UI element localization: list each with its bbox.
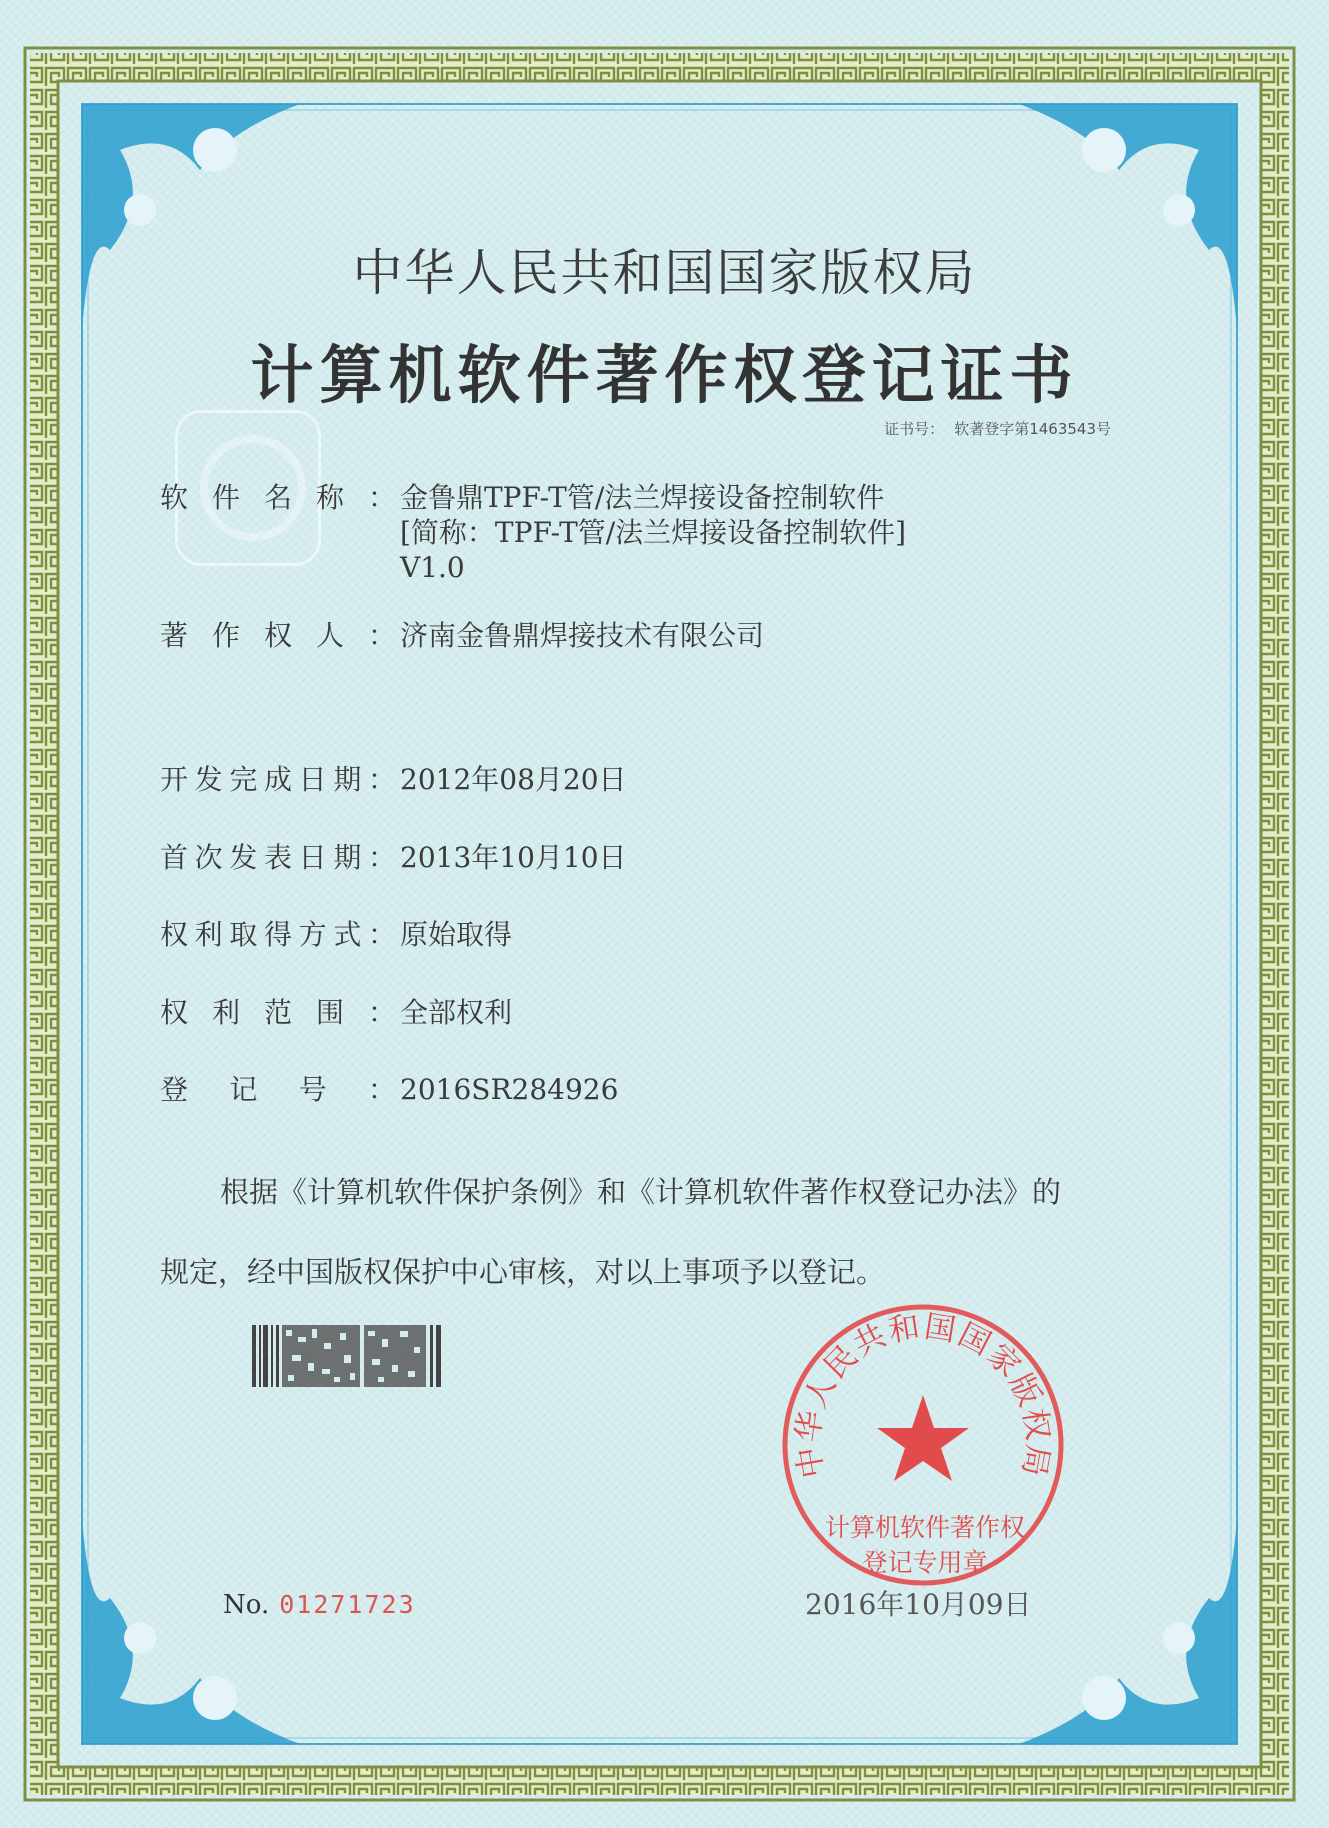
field-software-name [160, 480, 906, 585]
field-label: 开发完成日期： [160, 763, 396, 796]
field-development-date [160, 762, 627, 797]
barcode-image [252, 1325, 442, 1387]
serial-value: 01271723 [279, 1590, 416, 1619]
seal-line-2: 登记专用章 [862, 1548, 988, 1577]
field-acquisition-method [160, 917, 512, 952]
field-value: 2013年10月10日 [400, 841, 627, 874]
field-rights-scope [160, 995, 512, 1030]
certificate-number [884, 418, 1111, 439]
issuing-authority: 中华人民共和国国家版权局 [352, 244, 977, 302]
field-value: 2016SR284926 [400, 1073, 619, 1106]
seal-ring-text: 中华人民共和国国家版权局 [789, 1308, 1057, 1481]
field-first-publish-date [160, 840, 627, 875]
serial-prefix: No. [223, 1590, 270, 1620]
field-copyright-owner [160, 618, 764, 653]
field-value: V1.0 [400, 551, 465, 584]
field-label: 首次发表日期： [160, 841, 396, 874]
field-value: [简称：TPF-T管/法兰焊接设备控制软件] [400, 516, 907, 549]
seal-line-1: 计算机软件著作权 [824, 1513, 1025, 1542]
issue-date: 2016年10月09日 [805, 1588, 1032, 1621]
certificate-number-label: 证书号： [884, 420, 945, 438]
field-value: 2012年08月20日 [400, 763, 627, 796]
serial-number [223, 1590, 416, 1620]
field-registration-number [160, 1072, 618, 1107]
field-label: 登记号： [160, 1073, 396, 1106]
certificate-title: 计算机软件著作权登记证书 [250, 339, 1079, 412]
field-value: 原始取得 [400, 918, 513, 951]
statement-line-2: 规定，经中国版权保护中心审核，对以上事项予以登记。 [160, 1255, 886, 1289]
field-label: 著作权人： [160, 619, 396, 652]
certificate-number-value: 软著登字第1463543号 [954, 420, 1111, 438]
corner-ornament-bottom-left [82, 1518, 300, 1744]
statement-line-1: 根据《计算机软件保护条例》和《计算机软件著作权登记办法》的 [220, 1175, 1062, 1209]
field-value: 济南金鲁鼎焊接技术有限公司 [400, 619, 765, 652]
field-label: 软件名称： [160, 481, 396, 514]
field-label: 权利取得方式： [160, 918, 396, 951]
field-value: 全部权利 [400, 996, 513, 1029]
field-label: 权利范围： [160, 996, 396, 1029]
field-value: 金鲁鼎TPF-T管/法兰焊接设备控制软件 [400, 481, 885, 514]
seal-star-icon [877, 1395, 969, 1481]
